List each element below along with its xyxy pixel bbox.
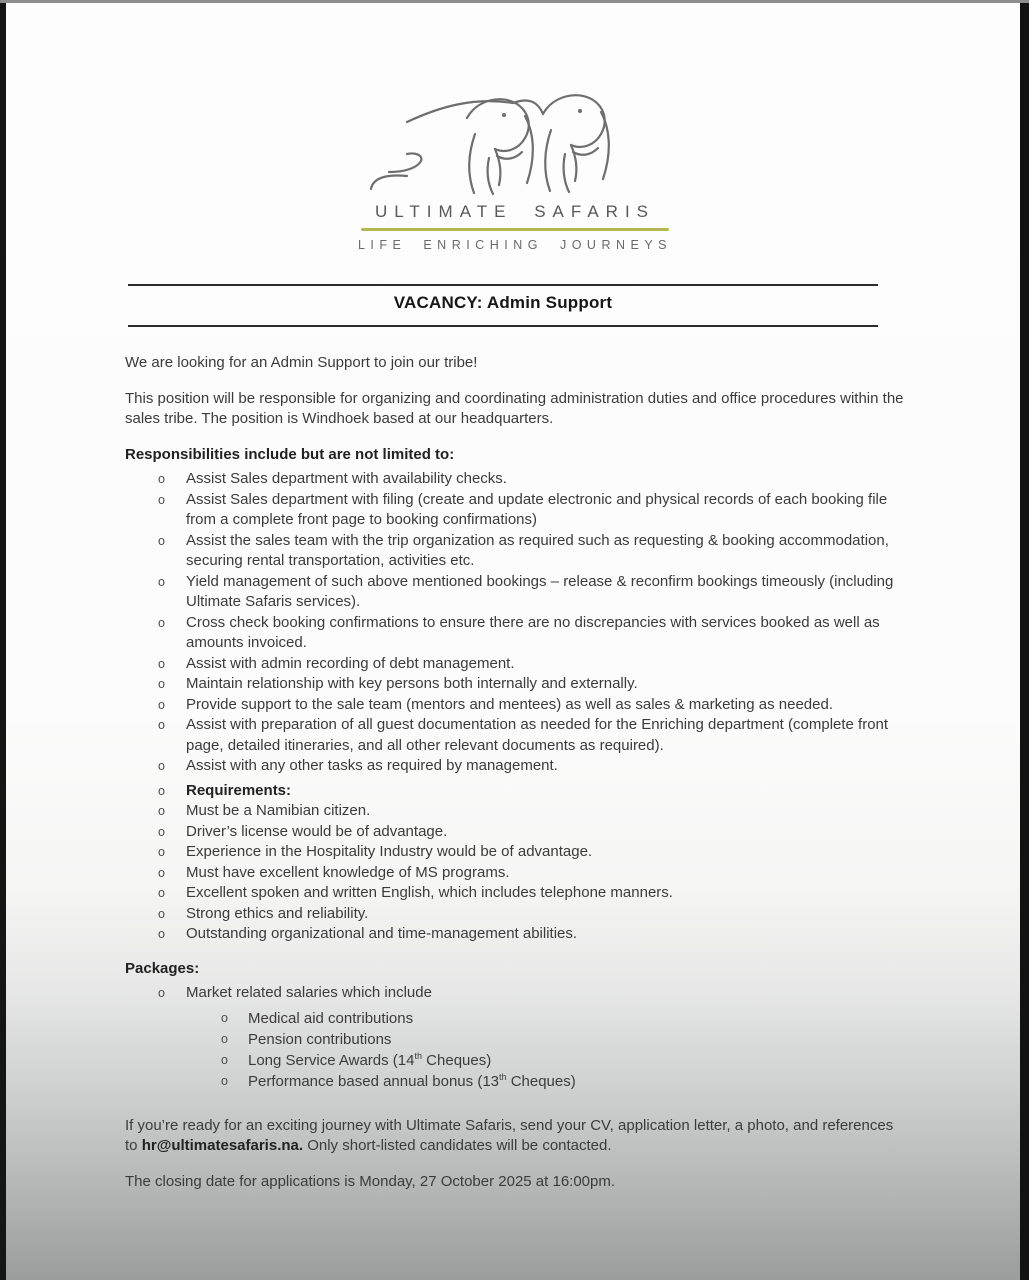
brand-accent-rule — [361, 228, 669, 231]
list-item: o Experience in the Hospitality Industry would be of advantage. — [125, 842, 905, 863]
packages-list — [125, 983, 905, 1004]
application-email: hr@ultimatesafaris.na. — [141, 1137, 304, 1155]
list-item: o Strong ethics and reliability. — [125, 904, 905, 925]
title-rule-bottom — [128, 325, 878, 327]
requirements-list — [125, 781, 905, 945]
list-item: o Yield management of such above mentioned bookings – release & reconfirm bookings timeously (including Ultimate Safaris services). — [125, 572, 905, 613]
bullet-marker: o — [158, 697, 165, 712]
list-item: o Outstanding organizational and time-management abilities. — [125, 924, 905, 945]
list-item: o Assist with any other tasks as required by management. — [125, 756, 905, 777]
list-item: o Long Service Awards (14th Cheques) — [125, 1050, 905, 1071]
photo-edge-left — [0, 0, 6, 1280]
list-item: o Excellent spoken and written English, which includes telephone manners. — [125, 883, 905, 904]
bullet-marker: o — [158, 533, 165, 548]
bullet-marker: o — [158, 804, 165, 818]
list-item: o Must have excellent knowledge of MS programs. — [125, 863, 905, 884]
bullet-marker: o — [158, 845, 165, 859]
bullet-marker: o — [158, 574, 165, 589]
responsibilities-list — [125, 469, 905, 777]
logo — [125, 88, 905, 252]
bullet-marker: o — [158, 886, 165, 900]
responsibilities-heading: Responsibilities include but are not limited to: — [125, 445, 455, 463]
packages-heading: Packages: — [125, 959, 200, 977]
position-summary: This position will be responsible for organizing and coordinating administration duties and office procedures within the sales tribe. The position is Windhoek based at our headquarters. — [125, 389, 904, 427]
list-item: o Assist Sales department with filing (create and update electronic and physical records of each booking file from a complete front page to booking confirmations) — [125, 490, 905, 531]
list-item: o Maintain relationship with key persons both internally and externally. — [125, 674, 905, 695]
bullet-marker: o — [221, 1031, 228, 1046]
list-item: o Medical aid contributions — [125, 1008, 905, 1029]
list-item: o Market related salaries which include — [125, 983, 905, 1004]
application-instructions: If you’re ready for an exciting journey with Ultimate Safaris, send your CV, application letter, a photo, and references to hr@ultimatesafaris.na. Only short-listed candidates will be contacted. — [125, 1116, 894, 1155]
photo-edge-right — [1020, 0, 1029, 1280]
bullet-marker: o — [158, 656, 165, 671]
list-item: o Cross check booking confirmations to ensure there are no discrepancies with services booked as well as amounts invoiced. — [125, 613, 905, 654]
bullet-marker: o — [158, 927, 165, 941]
bullet-marker: o — [158, 865, 165, 880]
bullet-marker: o — [158, 906, 165, 921]
title-banner — [128, 284, 878, 327]
intro-line: We are looking for an Admin Support to join our tribe! — [125, 354, 478, 371]
packages-sub-list — [125, 1008, 905, 1093]
list-item: o Pension contributions — [125, 1029, 905, 1050]
bullet-marker: o — [158, 615, 165, 630]
list-item: o Assist the sales team with the trip organization as required such as requesting & booking accommodation, securing rental transportation, activities etc. — [125, 531, 905, 572]
document-page — [125, 0, 905, 1192]
list-item: o Provide support to the sale team (mentors and mentees) as well as sales & marketing as needed. — [125, 695, 905, 716]
two-elephants-icon — [355, 88, 675, 200]
list-item: o Must be a Namibian citizen. — [125, 801, 905, 822]
bullet-marker: o — [158, 783, 165, 798]
bullet-marker: o — [158, 677, 165, 691]
list-item: o Assist Sales department with availability checks. — [125, 469, 905, 490]
bullet-marker: o — [221, 1074, 228, 1089]
bullet-marker: o — [221, 1010, 228, 1025]
bullet-marker: o — [158, 718, 165, 732]
bullet-marker: o — [221, 1053, 228, 1068]
page-title: VACANCY: Admin Support — [393, 293, 613, 312]
bullet-marker: o — [158, 759, 165, 773]
list-item: o Performance based annual bonus (13th Cheques) — [125, 1071, 905, 1092]
requirements-heading: Requirements: — [186, 781, 292, 799]
requirements-heading-item — [125, 781, 905, 802]
bullet-marker: o — [158, 986, 165, 1000]
bullet-marker: o — [158, 472, 165, 486]
brand-wordmark: ULTIMATE SAFARIS — [374, 202, 656, 221]
list-item: o Assist with preparation of all guest documentation as needed for the Enriching department (complete front page, detailed itineraries, and all other relevant documents as required). — [125, 715, 905, 756]
bullet-marker: o — [158, 824, 165, 839]
brand-tagline: LIFE ENRICHING JOURNEYS — [357, 238, 673, 252]
closing-date-line: The closing date for applications is Monday, 27 October 2025 at 16:00pm. — [125, 1172, 616, 1190]
bullet-marker: o — [158, 492, 165, 507]
list-item: o Driver’s license would be of advantage. — [125, 822, 905, 843]
list-item: o Assist with admin recording of debt management. — [125, 654, 905, 675]
